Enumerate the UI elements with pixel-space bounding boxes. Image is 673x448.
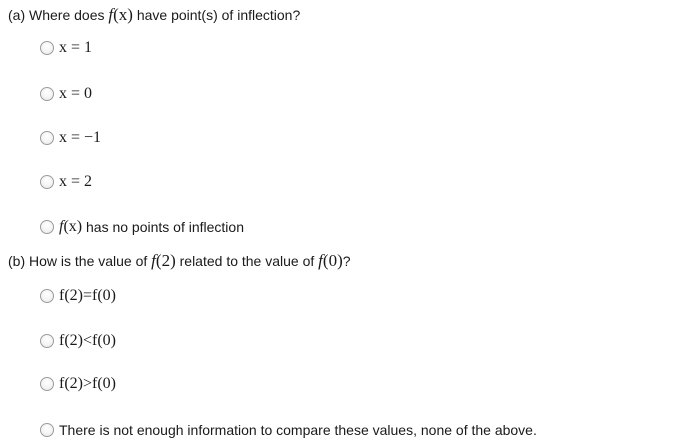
radio-button-icon[interactable] — [40, 289, 54, 303]
question-b-math-1-f: f — [151, 251, 156, 270]
option-a-5[interactable] — [40, 217, 244, 237]
option-a-4[interactable] — [40, 172, 92, 192]
question-b-math-2-f: f — [318, 251, 323, 270]
option-b-2[interactable] — [40, 331, 116, 351]
option-b-1-label: f(2)=f(0) — [59, 287, 116, 304]
question-b-math-2-arg: (0) — [322, 251, 343, 270]
option-a-5-math — [59, 218, 82, 236]
question-a-text-post: have point(s) of inflection? — [132, 7, 301, 23]
radio-button-icon[interactable] — [40, 377, 54, 391]
option-a-5-math-arg: (x) — [63, 218, 83, 235]
option-a-3[interactable] — [40, 128, 101, 148]
question-b — [8, 252, 351, 270]
option-b-2-label: f(2)<f(0) — [59, 332, 116, 349]
radio-button-icon[interactable] — [40, 87, 54, 101]
option-a-2-label: x = 0 — [59, 85, 93, 102]
option-a-1-label: x = 1 — [59, 39, 93, 56]
question-b-math-1 — [151, 251, 176, 270]
option-a-1[interactable] — [40, 38, 92, 58]
option-b-4[interactable] — [40, 420, 537, 440]
question-b-text-pre: (b) How is the value of — [8, 253, 152, 269]
question-b-math-2 — [318, 251, 343, 270]
question-b-text-mid: related to the value of — [175, 253, 319, 269]
radio-button-icon[interactable] — [40, 423, 54, 437]
question-a — [8, 6, 300, 24]
question-a-math — [108, 5, 133, 24]
option-b-3[interactable] — [40, 374, 116, 394]
radio-button-icon[interactable] — [40, 175, 54, 189]
radio-button-icon[interactable] — [40, 220, 54, 234]
option-b-1[interactable] — [40, 286, 116, 306]
question-a-math-arg: (x) — [113, 5, 133, 24]
question-b-math-1-arg: (2) — [155, 251, 176, 270]
radio-button-icon[interactable] — [40, 131, 54, 145]
question-a-text-pre: (a) Where does — [8, 7, 109, 23]
option-a-3-label: x = −1 — [59, 129, 102, 146]
radio-button-icon[interactable] — [40, 41, 54, 55]
question-b-text-post: ? — [342, 253, 351, 269]
option-a-4-label: x = 2 — [59, 173, 93, 190]
option-a-2[interactable] — [40, 84, 92, 104]
radio-button-icon[interactable] — [40, 334, 54, 348]
option-a-5-math-f: f — [59, 218, 64, 235]
question-a-math-f: f — [108, 5, 114, 24]
option-b-4-label: There is not enough information to compare these values, none of the above. — [59, 422, 537, 438]
option-b-3-label: f(2)>f(0) — [59, 375, 116, 392]
option-a-5-label: has no points of inflection — [82, 219, 244, 235]
